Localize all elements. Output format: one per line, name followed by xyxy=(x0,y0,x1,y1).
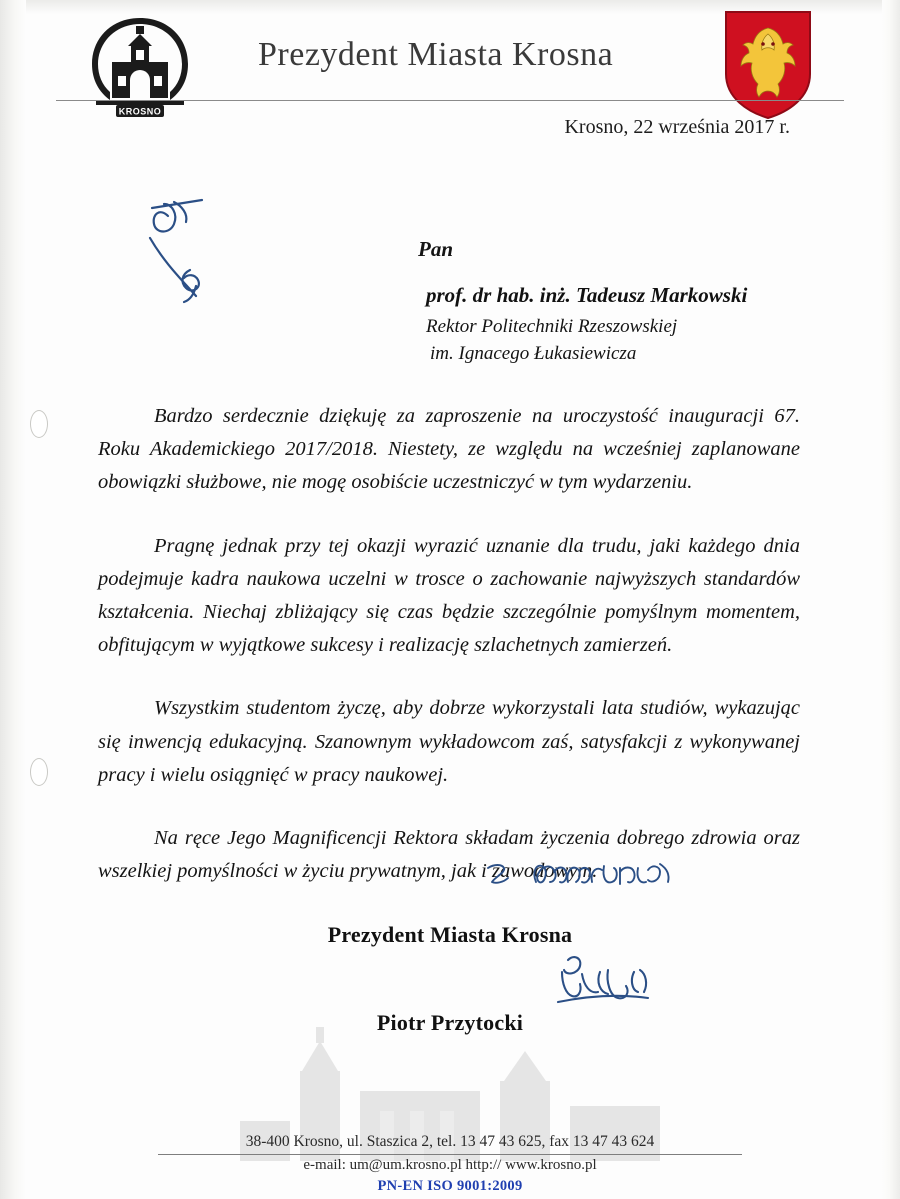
addressee-role-line-2: im. Ignacego Łukasiewicza xyxy=(430,343,637,365)
krosno-coat-of-arms-icon xyxy=(722,8,814,120)
footer-certificate: PN-EN ISO 9001:2009 xyxy=(377,1178,523,1194)
punch-hole-lower xyxy=(30,758,48,786)
body-paragraph-1: Bardzo serdecznie dziękuję za zaproszenie na uroczystość inauguracji 67. Roku Akademickiego 2017/2018. Niestety, ze względu na wcześniej zaplanowane obowiązki służbowe, nie mogę osobiście uczestniczyć w tym wydarzeniu. xyxy=(98,405,800,494)
addressee-role-line-1: Rektor Politechniki Rzeszowskiej xyxy=(426,315,678,337)
punch-hole-upper xyxy=(30,410,48,438)
closing-office: Prezydent Miasta Krosna xyxy=(327,922,573,947)
body-paragraph-3: Wszystkim studentom życzę, aby dobrze wykorzystali lata studiów, wykazując się inwencją edukacyjną. Szanownym wykładowcom zaś, satysfakcji z wykonywanej pracy i wielu osiągnięć w pracy naukowej. xyxy=(98,697,800,786)
letterhead xyxy=(0,0,900,118)
footer-divider xyxy=(158,1154,742,1155)
svg-text:KROSNO: KROSNO xyxy=(118,106,162,117)
footer-address: 38-400 Krosno, ul. Staszica 2, tel. 13 47 43 625, fax 13 47 43 624 xyxy=(245,1133,655,1150)
closing-person: Piotr Przytocki xyxy=(376,1010,524,1035)
handwritten-signature-icon xyxy=(548,952,688,1010)
dateline: Krosno, 22 września 2017 r. xyxy=(564,116,790,138)
body-paragraph-2: Pragnę jednak przy tej okazji wyrazić uznanie dla trudu, jaki każdego dnia podejmuje kadra naukowa uczelni w trosce o zachowanie najwyższych standardów kształcenia. Niechaj zbliżający się czas będzie szczególnie pomyślnym momentem, obfitującym w wyjątkowe sukcesy i realizację szlachetnych zamierzeń. xyxy=(98,534,800,657)
addressee-block xyxy=(418,234,747,368)
footer-contact: e-mail: um@um.krosno.pl http:// www.krosno.pl xyxy=(303,1157,597,1173)
krosno-city-emblem-icon xyxy=(86,14,194,118)
closing-block xyxy=(0,922,900,1036)
handwritten-initials-icon xyxy=(138,178,278,308)
addressee-salutation: Pan xyxy=(418,237,454,261)
header-divider xyxy=(56,100,844,101)
body-paragraph-4: Na ręce Jego Magnificencji Rektora składam życzenia dobrego zdrowia oraz wszelkiej pomyślności w życiu prywatnym, jak i zawodowym. xyxy=(98,827,800,883)
addressee-name: prof. dr hab. inż. Tadeusz Markowski xyxy=(426,283,748,308)
handwritten-closing-note-icon xyxy=(480,848,690,900)
page-title: Prezydent Miasta Krosna xyxy=(258,36,614,73)
letter-body xyxy=(98,400,800,918)
